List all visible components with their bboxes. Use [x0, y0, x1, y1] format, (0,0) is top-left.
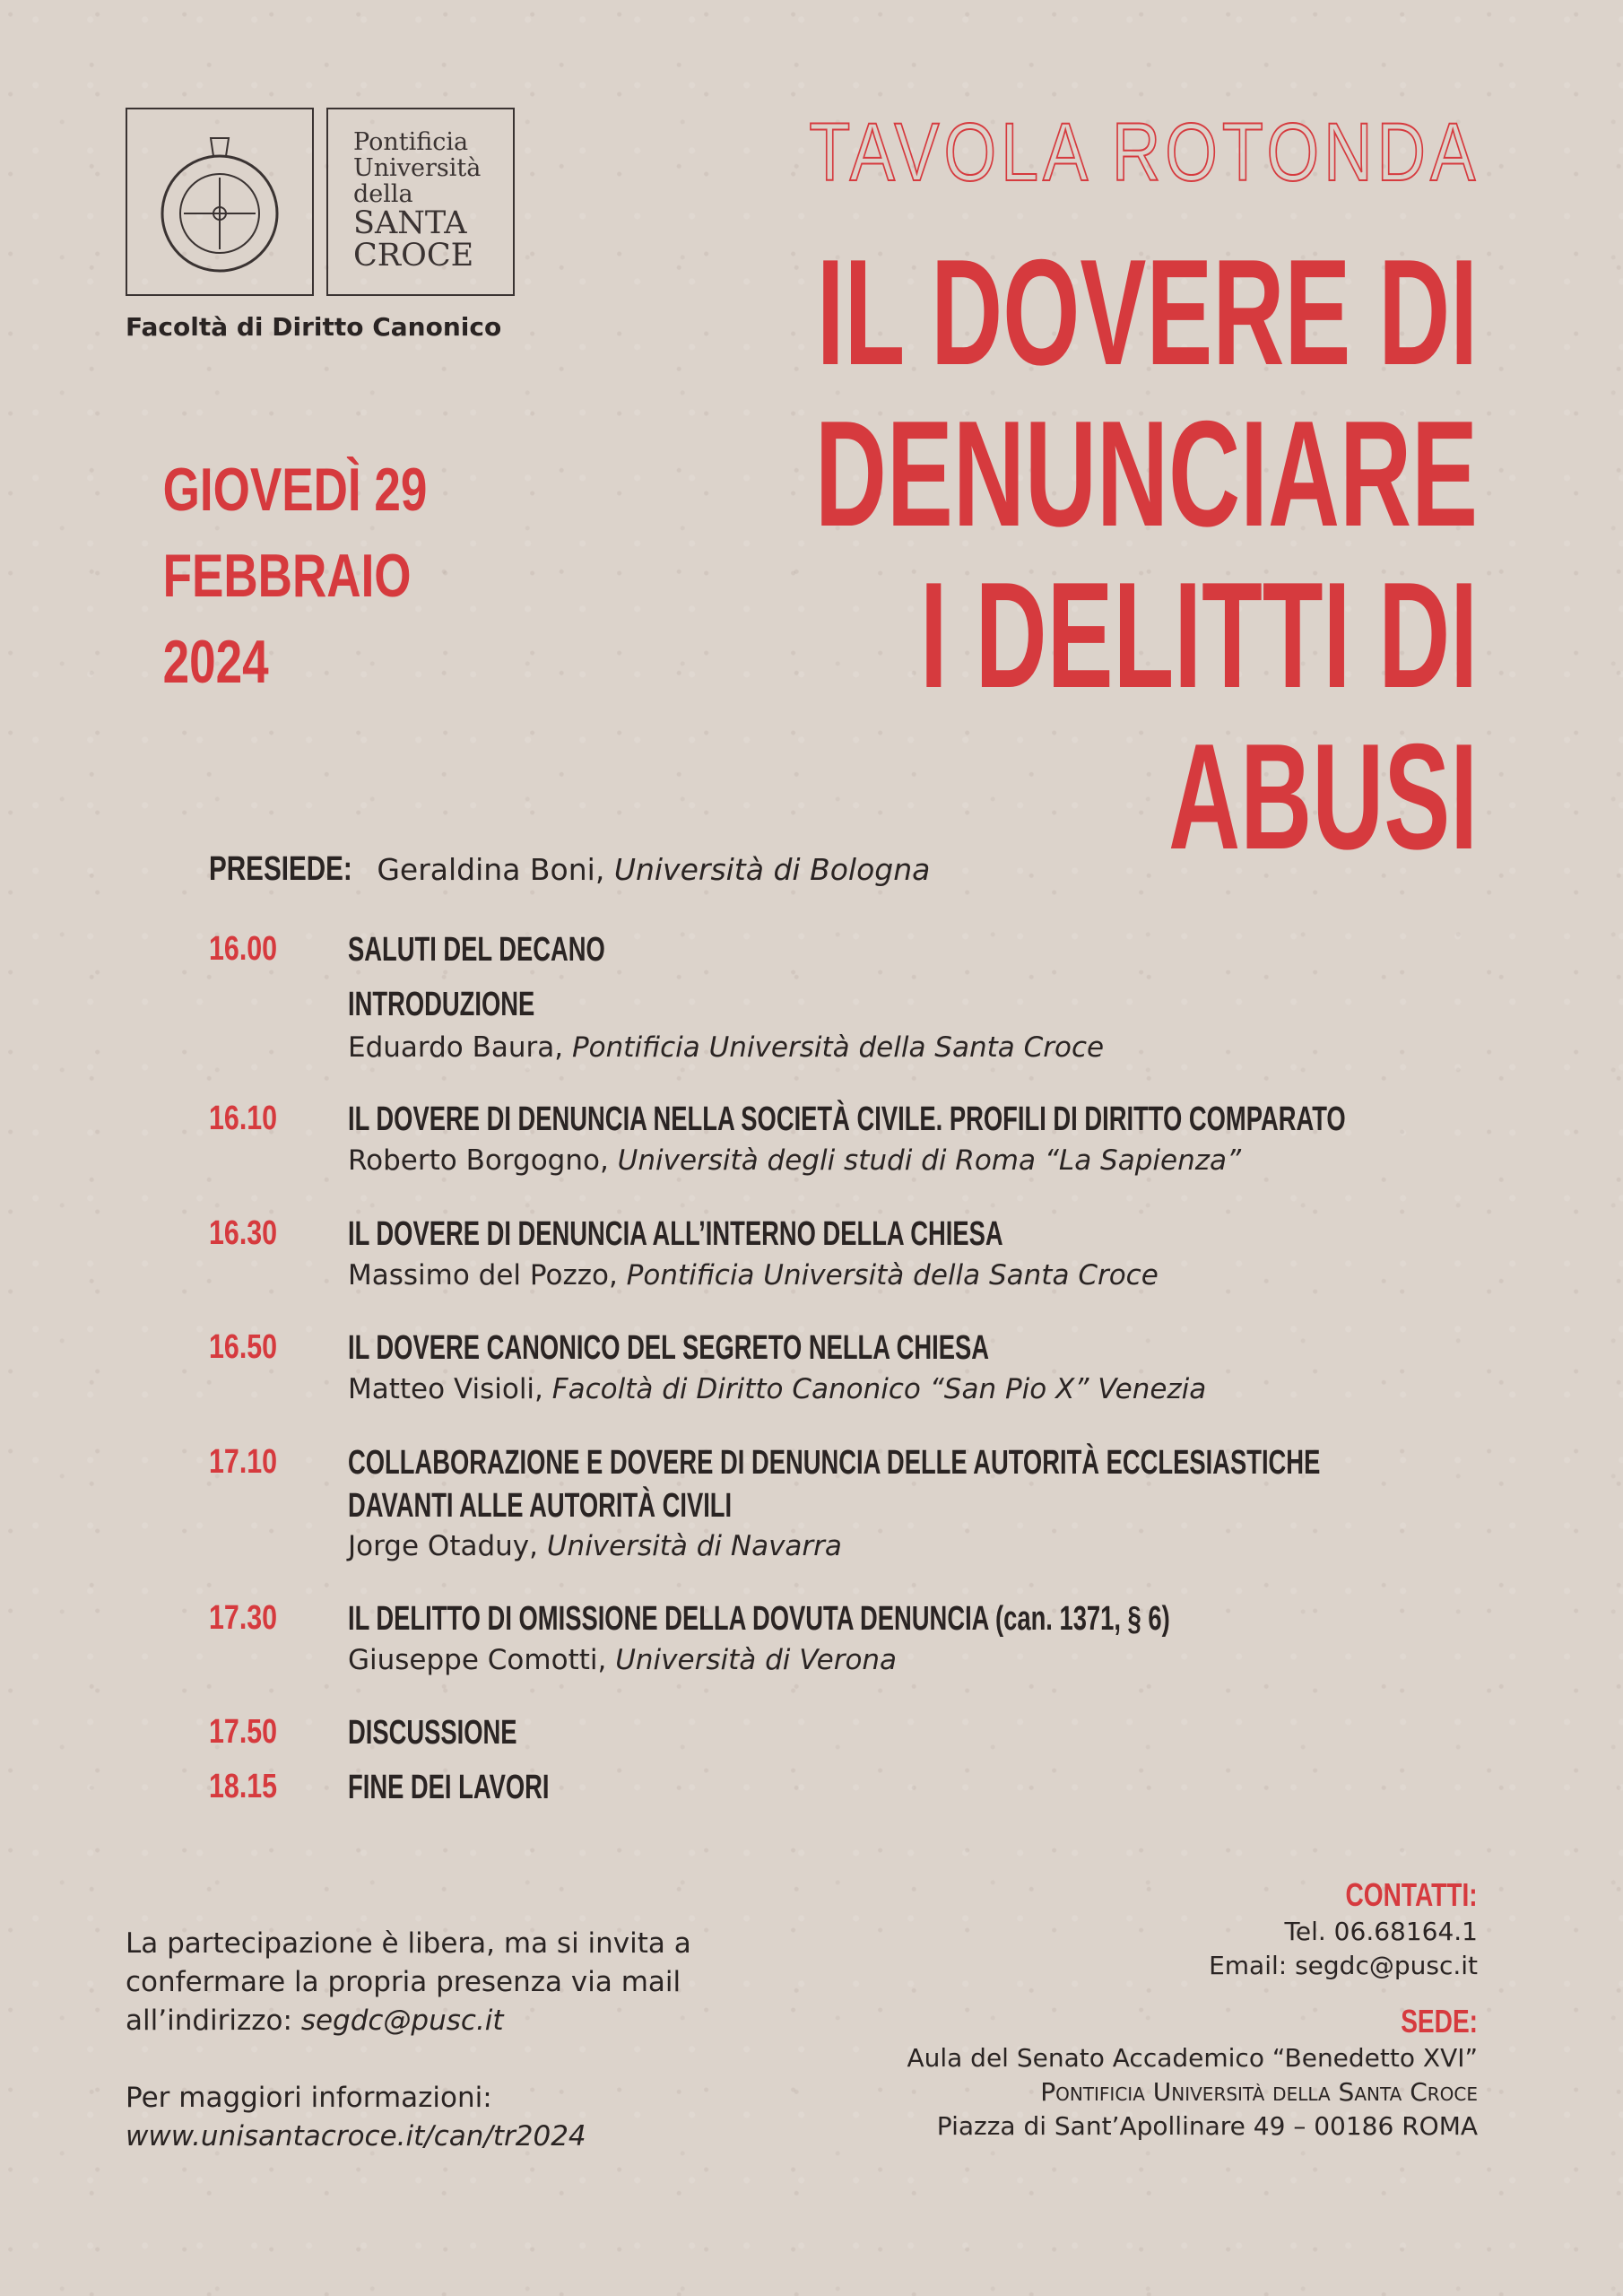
program-speaker: Jorge Otaduy, Università di Navarra [348, 1530, 842, 1562]
chair-line: PRESIEDE: Geraldina Boni, Università di Bologna [209, 850, 931, 888]
program-topic: SALUTI DEL DECANO [348, 931, 605, 969]
faculty-name: Facoltà di Diritto Canonico [126, 312, 502, 342]
program-topic: IL DOVERE CANONICO DEL SEGRETO NELLA CHIESA [348, 1329, 989, 1367]
venue-line: Piazza di Sant’Apollinare 49 – 00186 ROMA [936, 2111, 1478, 2141]
program-topic: IL DOVERE DI DENUNCIA NELLA SOCIETÀ CIVILE. PROFILI DI DIRITTO COMPARATO [348, 1100, 1346, 1138]
program-topic: IL DOVERE DI DENUNCIA ALL’INTERNO DELLA CHIESA [348, 1215, 1003, 1253]
program-time: 16.00 [209, 930, 278, 968]
event-date: GIOVEDÌ 29 FEBBRAIO 2024 [162, 456, 428, 696]
university-name: Pontificia Università della SANTA CROCE [353, 128, 482, 274]
program-speaker: Matteo Visioli, Facoltà di Diritto Canonico “San Pio X” Venezia [348, 1373, 1207, 1405]
program-speaker: Massimo del Pozzo, Pontificia Università della Santa Croce [348, 1259, 1159, 1292]
university-seal-icon [154, 131, 285, 274]
program-topic: FINE DEI LAVORI [348, 1769, 550, 1806]
event-title: IL DOVERE DI DENUNCIARE I DELITTI DI ABUSI [814, 228, 1478, 881]
event-kind: TAVOLA ROTONDA [809, 107, 1480, 198]
venue-heading: SEDE: [1401, 2003, 1478, 2039]
venue-line: Pontificia Università della Santa Croce [1040, 2077, 1478, 2107]
program-time: 16.10 [209, 1100, 278, 1137]
contact-phone[interactable]: Tel. 06.68164.1 [1284, 1917, 1478, 1946]
program-topic: DAVANTI ALLE AUTORITÀ CIVILI [348, 1487, 733, 1525]
participation-email-link[interactable]: segdc@pusc.it [300, 2005, 504, 2037]
venue-line: Aula del Senato Accademico “Benedetto XVI” [907, 2043, 1478, 2073]
contacts-heading: CONTATTI: [1345, 1876, 1478, 1913]
program-topic: IL DELITTO DI OMISSIONE DELLA DOVUTA DENUNCIA (can. 1371, § 6) [348, 1600, 1170, 1638]
university-seal-box [126, 108, 314, 296]
program-topic: COLLABORAZIONE E DOVERE DI DENUNCIA DELLE AUTORITÀ ECCLESIASTICHE [348, 1444, 1321, 1482]
participation-info: La partecipazione è libera, ma si invita a confermare la propria presenza via mail all’indirizzo: segdc@pusc.it Per maggiori informazioni: www.unisantacroce.it/can/tr2024 [126, 1927, 691, 2152]
program-speaker: Roberto Borgogno, Università degli studi di Roma “La Sapienza” [348, 1144, 1242, 1177]
program-speaker: Giuseppe Comotti, Università di Verona [348, 1644, 898, 1676]
program-speaker: Eduardo Baura, Pontificia Università della Santa Croce [348, 1031, 1105, 1064]
contact-email[interactable]: Email: segdc@pusc.it [1209, 1951, 1478, 1980]
program-time: 18.15 [209, 1768, 278, 1805]
program-time: 17.50 [209, 1713, 278, 1751]
university-name-box [326, 108, 515, 296]
program-topic: INTRODUZIONE [348, 986, 535, 1023]
program-time: 17.30 [209, 1599, 278, 1637]
more-info-link[interactable]: www.unisantacroce.it/can/tr2024 [126, 2120, 586, 2152]
program-topic: DISCUSSIONE [348, 1714, 517, 1752]
program-time: 17.10 [209, 1443, 278, 1481]
contacts-block [907, 1878, 1478, 2144]
program-time: 16.30 [209, 1214, 278, 1252]
program-time: 16.50 [209, 1328, 278, 1366]
